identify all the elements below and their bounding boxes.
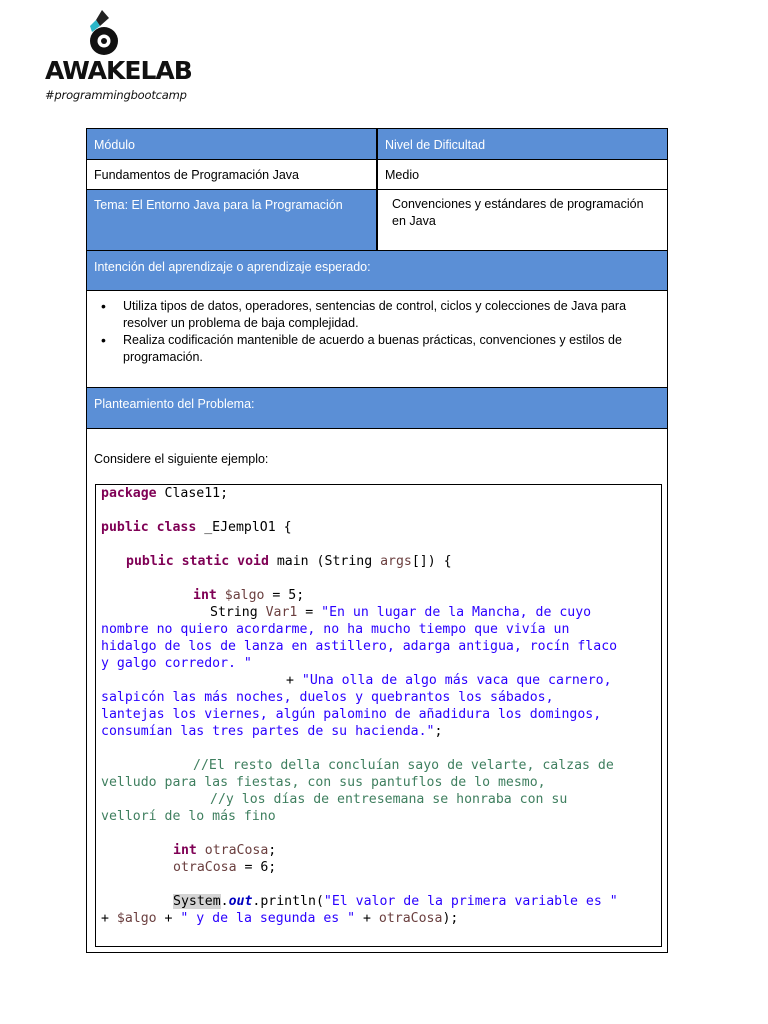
tema-value-line1: Convenciones y estándares de programación <box>392 197 644 211</box>
intencion-header-row <box>87 251 667 291</box>
code-line-string-6: salpicón las más noches, duelos y quebrantos los sábados, <box>101 690 554 705</box>
code-line-string-var1: String Var1 = "En un lugar de la Mancha, de cuyo <box>210 605 592 620</box>
code-line-string-2: nombre no quiero acordarme, no ha mucho tiempo que vivía un <box>101 622 570 637</box>
tema-value-line2: en Java <box>392 214 436 228</box>
code-line-comment-2: velludo para las fiestas, con sus pantuflos de lo mesmo, <box>101 775 546 790</box>
intencion-header: Intención del aprendizaje o aprendizaje esperado: <box>94 260 371 274</box>
planteamiento-header: Planteamiento del Problema: <box>94 397 255 411</box>
code-line-assign-otra: otraCosa = 6; <box>173 860 277 875</box>
code-line-println: System.out.println("El valor de la primera variable es " <box>173 894 618 909</box>
outcomes-list <box>123 298 643 366</box>
planteamiento-header-row <box>87 388 667 429</box>
code-line-package: package Clase11; <box>101 486 229 501</box>
code-line-class: public class _EJemplO1 { <box>101 520 292 535</box>
logo-tagline: #programmingbootcamp <box>45 88 187 102</box>
awakelab-logo <box>44 8 192 102</box>
tema-value-cell <box>379 190 667 250</box>
code-line-string-8: consumían las tres partes de su hacienda."; <box>101 724 443 739</box>
tema-label-cell <box>87 190 377 250</box>
modulo-value: Fundamentos de Programación Java <box>94 168 299 182</box>
code-line-int-algo: int $algo = 5; <box>193 588 305 603</box>
code-line-println-2: + $algo + " y de la segunda es " + otraCosa); <box>101 911 459 926</box>
code-line-comment-3: //y los días de entresemana se honraba con su <box>210 792 568 807</box>
column-divider <box>376 129 378 251</box>
code-line-string-7: lantejas los viernes, algún palomino de añadidura los domingos, <box>101 707 602 722</box>
logo-brand-text: AWAKELAB <box>45 56 192 85</box>
code-line-string-5: + "Una olla de algo más vaca que carnero, <box>286 673 612 688</box>
outcomes-row <box>87 291 667 388</box>
outcome-item: • Realiza codificación mantenible de acuerdo a buenas prácticas, convenciones y estilos de programación. <box>123 332 643 365</box>
code-line-int-otra: int otraCosa; <box>173 843 277 858</box>
java-code-block <box>95 484 662 947</box>
code-line-string-4: y galgo corredor. " <box>101 656 252 671</box>
nivel-value: Medio <box>385 168 420 182</box>
problem-intro: Considere el siguiente ejemplo: <box>94 452 269 466</box>
code-line-string-3: hidalgo de los de lanza en astillero, adarga antigua, rocín flaco <box>101 639 618 654</box>
nivel-header: Nivel de Dificultad <box>385 138 486 152</box>
modulo-header: Módulo <box>94 138 135 152</box>
tema-label: Tema: El Entorno Java para la Programación <box>94 198 343 212</box>
code-line-main: public static void main (String args[]) { <box>126 554 452 569</box>
outcome-item: • Utiliza tipos de datos, operadores, sentencias de control, ciclos y colecciones de Java para resolver un problema de baja complejidad. <box>123 298 643 331</box>
awakelab-logo-mark-icon <box>82 8 122 58</box>
code-line-comment-4: vellorí de lo más fino <box>101 809 276 824</box>
code-line-comment-1: //El resto della concluían sayo de velarte, calzas de <box>193 758 614 773</box>
